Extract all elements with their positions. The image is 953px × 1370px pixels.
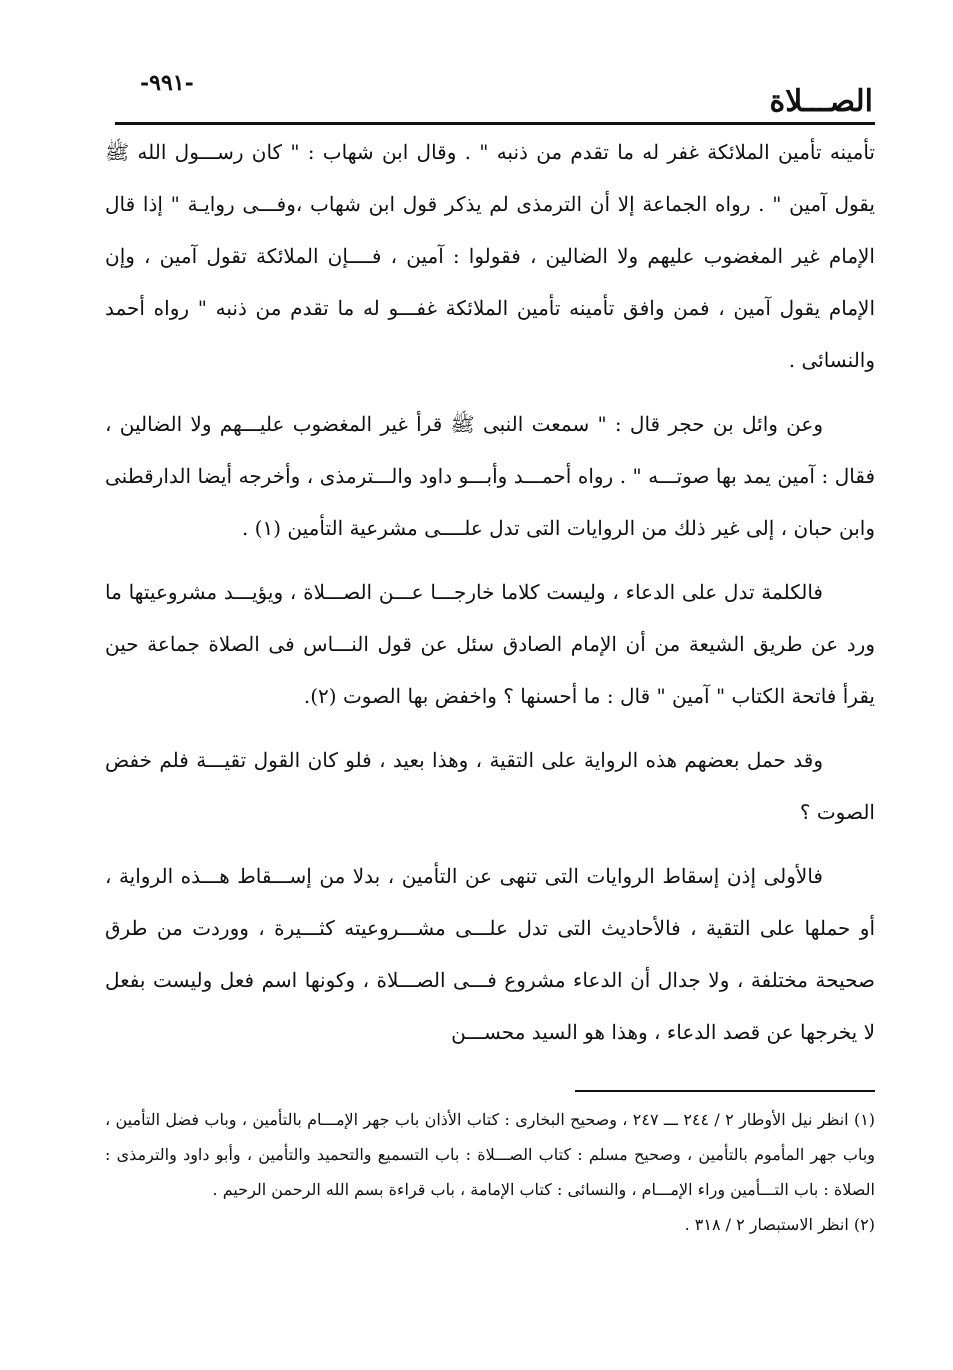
footnote-divider <box>575 1090 875 1092</box>
paragraph: وقد حمل بعضهم هذه الرواية على التقية ، وهذا بعيد ، فلو كان القول تقيـــة فلم خفض الصوت ؟ <box>105 748 875 824</box>
paragraph: وعن وائل بن حجر قال : " سمعت النبى ﷺ قرأ غير المغضوب عليـــهم ولا الضالين ، فقال : آمين يمد بها صوتـــه " . رواه أحمـــد وأبـــو داود والـــترمذى ، وأخرجه أيضا الدارقطنى وابن حبان ، إلى غير ذلك من الروايات التى تدل علــــى مشرعية التأمين (١) . <box>105 412 875 540</box>
header-divider <box>115 122 875 125</box>
footnote: (٢) انظر الاستبصار ٢ / ٣١٨ . <box>684 1215 875 1234</box>
footnotes <box>105 1102 875 1242</box>
paragraph: تأمينه تأمين الملائكة غفر له ما تقدم من ذنبه " . وقال ابن شهاب : " كان رســـول الله ﷺ يقول آمين " . رواه الجماعة إلا أن الترمذى لم يذكر قول ابن شهاب ،وفـــى روايـة " إذا قال الإمام غير المغضوب عليهم ولا الضالين ، فقولوا : آمين ، فــــإن الملائكة تقول آمين ، وإن الإمام يقول آمين ، فمن وافق تأمينه تأمين الملائكة غفـــو له ما تقدم من ذنبه " رواه أحمد والنسائى . <box>105 140 875 372</box>
page-number: -٩٩١- <box>140 70 194 96</box>
page-title: الصـــلاة <box>769 84 873 119</box>
footnote: (١) انظر نيل الأوطار ٢ / ٢٤٤ ـــ ٢٤٧ ، وصحيح البخارى : كتاب الأذان باب جهر الإمـــام بالتأمين ، وباب فضل التأمين ، وباب جهر المأموم بالتأمين ، وصحيح مسلم : كتاب الصـــلاة : باب التسميع والتحميد والتأمين ، وأبو داود والترمذى : الصلاة : باب التـــأمين وراء الإمـــام ، والنسائى : كتاب الإمامة ، باب قراءة بسم الله الرحمن الرحيم . <box>105 1110 876 1199</box>
main-text <box>105 126 875 1070</box>
paragraph: فالأولى إذن إسقاط الروايات التى تنهى عن التأمين ، بدلا من إســـقاط هـــذه الرواية ، أو حملها على التقية ، فالأحاديث التى تدل علـــى مشـــروعيته كثـــيرة ، ووردت من طرق صحيحة مختلفة ، ولا جدال أن الدعاء مشروع فـــى الصـــلاة ، وكونها اسم فعل وليست بفعل لا يخرجها عن قصد الدعاء ، وهذا هو السيد محســـن <box>105 864 875 1044</box>
paragraph: فالكلمة تدل على الدعاء ، وليست كلاما خارجـــا عـــن الصـــلاة ، ويؤيـــد مشروعيتها ما ورد عن طريق الشيعة من أن الإمام الصادق سئل عن قول النـــاس فى الصلاة جماعة حين يقرأ فاتحة الكتاب " آمين " قال : ما أحسنها ؟ واخفض بها الصوت (٢). <box>105 580 875 708</box>
